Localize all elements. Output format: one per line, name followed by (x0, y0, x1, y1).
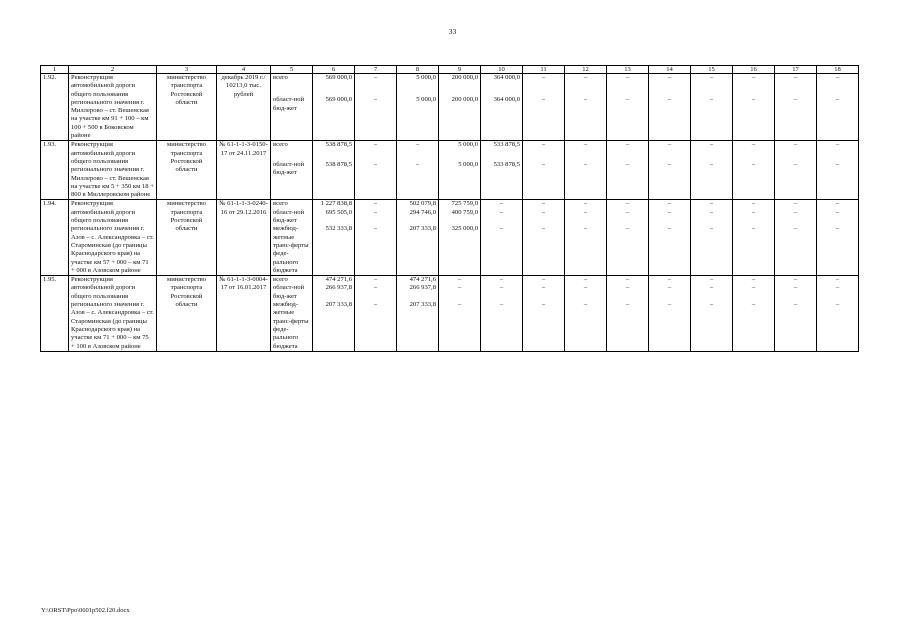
dash-cell: – (733, 225, 775, 275)
table-row (41, 276, 859, 285)
dash-cell: – (691, 301, 733, 351)
amount-cell: 5 000,0 (439, 161, 481, 200)
dash-cell: – (523, 284, 565, 301)
column-header: 11 (523, 66, 565, 74)
dash-cell: – (355, 301, 397, 351)
dash-cell: – (691, 161, 733, 200)
dash-cell: – (439, 301, 481, 351)
table-row (41, 200, 859, 209)
dash-cell: – (649, 209, 691, 226)
dash-cell: – (649, 284, 691, 301)
column-header: 16 (733, 66, 775, 74)
dash-cell: – (607, 301, 649, 351)
amount-cell: 533 878,5 (481, 161, 523, 200)
dash-cell: – (565, 161, 607, 200)
dash-cell: – (733, 74, 775, 97)
amount-cell: 1 227 838,8 (313, 200, 355, 209)
amount-cell: 474 271,6 (313, 276, 355, 285)
dash-cell: – (397, 161, 439, 200)
dash-cell: – (775, 276, 817, 285)
dash-cell: – (733, 200, 775, 209)
dash-cell: – (691, 225, 733, 275)
dash-cell: – (565, 209, 607, 226)
funding-source: област-ной бюд-жет (271, 284, 313, 301)
dash-cell: – (775, 301, 817, 351)
item-number: 1.95. (41, 276, 69, 352)
dash-cell: – (817, 301, 859, 351)
dash-cell: – (439, 284, 481, 301)
dash-cell: – (775, 284, 817, 301)
funding-source: област-ной бюд-жет (271, 209, 313, 226)
dash-cell: – (691, 209, 733, 226)
amount-cell: 569 000,0 (313, 96, 355, 140)
amount-cell: 294 746,0 (397, 209, 439, 226)
dash-cell: – (607, 276, 649, 285)
column-header: 2 (69, 66, 157, 74)
funding-source: всего (271, 276, 313, 285)
dash-cell: – (565, 74, 607, 97)
amount-cell: 502 079,8 (397, 200, 439, 209)
dash-cell: – (733, 96, 775, 140)
responsible-agency: министерство транспорта Ростовской области (157, 74, 217, 141)
object-name: Реконструкция автомобильной дороги общего пользования регионального значения г. Азов – с. Александровка – ст. Староминская (до границы Краснодарского края) на участке км 57 + 000 – км 71 + 000 в Азовском районе (69, 200, 157, 276)
amount-cell: 207 333,8 (313, 301, 355, 351)
dash-cell: – (649, 301, 691, 351)
dash-cell: – (817, 284, 859, 301)
table-row (41, 74, 859, 97)
dash-cell: – (523, 301, 565, 351)
amount-cell: 400 759,0 (439, 209, 481, 226)
dash-cell: – (523, 225, 565, 275)
dash-cell: – (733, 284, 775, 301)
column-header: 3 (157, 66, 217, 74)
dash-cell: – (817, 96, 859, 140)
amount-cell: 5 000,0 (397, 74, 439, 97)
amount-cell: 266 937,8 (313, 284, 355, 301)
responsible-agency: министерство транспорта Ростовской области (157, 141, 217, 200)
dash-cell: – (565, 276, 607, 285)
funding-source: всего (271, 74, 313, 97)
dash-cell: – (775, 141, 817, 161)
dash-cell: – (691, 276, 733, 285)
amount-cell: 725 759,0 (439, 200, 481, 209)
dash-cell: – (817, 74, 859, 97)
dash-cell: – (649, 225, 691, 275)
dash-cell: – (649, 200, 691, 209)
dash-cell: – (733, 276, 775, 285)
dash-cell: – (817, 200, 859, 209)
dash-cell: – (649, 276, 691, 285)
dash-cell: – (355, 161, 397, 200)
amount-cell: 474 271,6 (397, 276, 439, 285)
dash-cell: – (775, 209, 817, 226)
funding-source: област-ной бюд-жет (271, 161, 313, 200)
column-header: 18 (817, 66, 859, 74)
dash-cell: – (355, 96, 397, 140)
dash-cell: – (607, 161, 649, 200)
dash-cell: – (649, 96, 691, 140)
amount-cell: 538 878,5 (313, 161, 355, 200)
dash-cell: – (733, 161, 775, 200)
dash-cell: – (607, 209, 649, 226)
column-header: 9 (439, 66, 481, 74)
column-header: 17 (775, 66, 817, 74)
dash-cell: – (607, 96, 649, 140)
object-name: Реконструкция автомобильной дороги общего пользования регионального значения г. Миллерово – ст. Вешенская на участке км 91 + 100 – км 100 + 500 в Боковском районе (69, 74, 157, 141)
amount-cell: 266 937,8 (397, 284, 439, 301)
dash-cell: – (817, 161, 859, 200)
dash-cell: – (817, 276, 859, 285)
table-row (41, 141, 859, 161)
dash-cell: – (733, 141, 775, 161)
dash-cell: – (775, 96, 817, 140)
dash-cell: – (691, 74, 733, 97)
column-header: 6 (313, 66, 355, 74)
column-header: 1 (41, 66, 69, 74)
dash-cell: – (355, 284, 397, 301)
dash-cell: – (355, 74, 397, 97)
amount-cell: 325 000,0 (439, 225, 481, 275)
responsible-agency: министерство транспорта Ростовской области (157, 200, 217, 276)
column-header: 15 (691, 66, 733, 74)
amount-cell: 695 505,0 (313, 209, 355, 226)
amount-cell: 200 000,0 (439, 96, 481, 140)
project-document: № 61-1-1-3-0004-17 от 16.01.2017 (217, 276, 271, 352)
dash-cell: – (691, 200, 733, 209)
dash-cell: – (607, 74, 649, 97)
dash-cell: – (733, 301, 775, 351)
amount-cell: 5 000,0 (439, 141, 481, 161)
program-table (40, 65, 859, 352)
dash-cell: – (439, 276, 481, 285)
dash-cell: – (733, 209, 775, 226)
dash-cell: – (775, 161, 817, 200)
dash-cell: – (355, 225, 397, 275)
amount-cell: 5 000,0 (397, 96, 439, 140)
dash-cell: – (565, 301, 607, 351)
file-path-footer: Y:\ORST\Ppo\0601p502.f20.docx (41, 607, 130, 614)
funding-source: межбюд-жетные транс-ферты феде-рального бюджета (271, 301, 313, 351)
column-header: 10 (481, 66, 523, 74)
dash-cell: – (565, 225, 607, 275)
amount-cell: 533 878,5 (481, 141, 523, 161)
dash-cell: – (607, 200, 649, 209)
amount-cell: 364 000,0 (481, 96, 523, 140)
table-body (41, 74, 859, 352)
project-document: декабрь 2019 г./ 10213,0 тыс. рублей (217, 74, 271, 141)
dash-cell: – (775, 200, 817, 209)
amount-cell: 569 000,0 (313, 74, 355, 97)
dash-cell: – (817, 141, 859, 161)
header-row (41, 66, 859, 74)
dash-cell: – (523, 74, 565, 97)
item-number: 1.93. (41, 141, 69, 200)
funding-source: межбюд-жетные транс-ферты феде-рального бюджета (271, 225, 313, 275)
funding-source: всего (271, 200, 313, 209)
dash-cell: – (523, 276, 565, 285)
dash-cell: – (691, 96, 733, 140)
item-number: 1.94. (41, 200, 69, 276)
object-name: Реконструкция автомобильной дороги общего пользования регионального значения г. Миллерово – ст. Вешенская на участке км 5 + 350 км 18 + 800 в Миллеровском районе (69, 141, 157, 200)
page-number: 33 (448, 27, 457, 36)
column-header: 14 (649, 66, 691, 74)
dash-cell: – (481, 209, 523, 226)
dash-cell: – (355, 209, 397, 226)
dash-cell: – (397, 141, 439, 161)
column-header: 13 (607, 66, 649, 74)
dash-cell: – (355, 276, 397, 285)
column-header: 12 (565, 66, 607, 74)
dash-cell: – (565, 96, 607, 140)
amount-cell: 207 333,8 (397, 225, 439, 275)
dash-cell: – (607, 284, 649, 301)
dash-cell: – (523, 141, 565, 161)
dash-cell: – (607, 141, 649, 161)
column-header: 5 (271, 66, 313, 74)
dash-cell: – (523, 200, 565, 209)
object-name: Реконструкция автомобильной дороги общего пользования регионального значения г. Азов – с. Александровка – ст. Староминская (до границы Краснодарского края) на участке км 71 + 000 – км 75 + 100 в Азовском районе (69, 276, 157, 352)
dash-cell: – (775, 225, 817, 275)
dash-cell: – (649, 141, 691, 161)
dash-cell: – (355, 200, 397, 209)
dash-cell: – (565, 200, 607, 209)
amount-cell: 207 333,8 (397, 301, 439, 351)
dash-cell: – (565, 141, 607, 161)
dash-cell: – (523, 209, 565, 226)
project-document: № 61-1-1-3-0240-16 от 29.12.2016 (217, 200, 271, 276)
column-header: 7 (355, 66, 397, 74)
dash-cell: – (691, 141, 733, 161)
funding-source: всего (271, 141, 313, 161)
dash-cell: – (481, 284, 523, 301)
dash-cell: – (691, 284, 733, 301)
dash-cell: – (481, 200, 523, 209)
dash-cell: – (481, 225, 523, 275)
amount-cell: 200 000,0 (439, 74, 481, 97)
project-document: № 61-1-1-3-0150-17 от 24.11.2017 (217, 141, 271, 200)
dash-cell: – (523, 161, 565, 200)
column-header: 8 (397, 66, 439, 74)
dash-cell: – (565, 284, 607, 301)
amount-cell: 532 333,8 (313, 225, 355, 275)
amount-cell: 364 000,0 (481, 74, 523, 97)
dash-cell: – (775, 74, 817, 97)
responsible-agency: министерство транспорта Ростовской области (157, 276, 217, 352)
dash-cell: – (481, 276, 523, 285)
dash-cell: – (817, 209, 859, 226)
column-header: 4 (217, 66, 271, 74)
dash-cell: – (355, 141, 397, 161)
item-number: 1.92. (41, 74, 69, 141)
dash-cell: – (649, 161, 691, 200)
dash-cell: – (607, 225, 649, 275)
amount-cell: 538 878,5 (313, 141, 355, 161)
dash-cell: – (649, 74, 691, 97)
dash-cell: – (481, 301, 523, 351)
dash-cell: – (523, 96, 565, 140)
funding-source: област-ной бюд-жет (271, 96, 313, 140)
dash-cell: – (817, 225, 859, 275)
